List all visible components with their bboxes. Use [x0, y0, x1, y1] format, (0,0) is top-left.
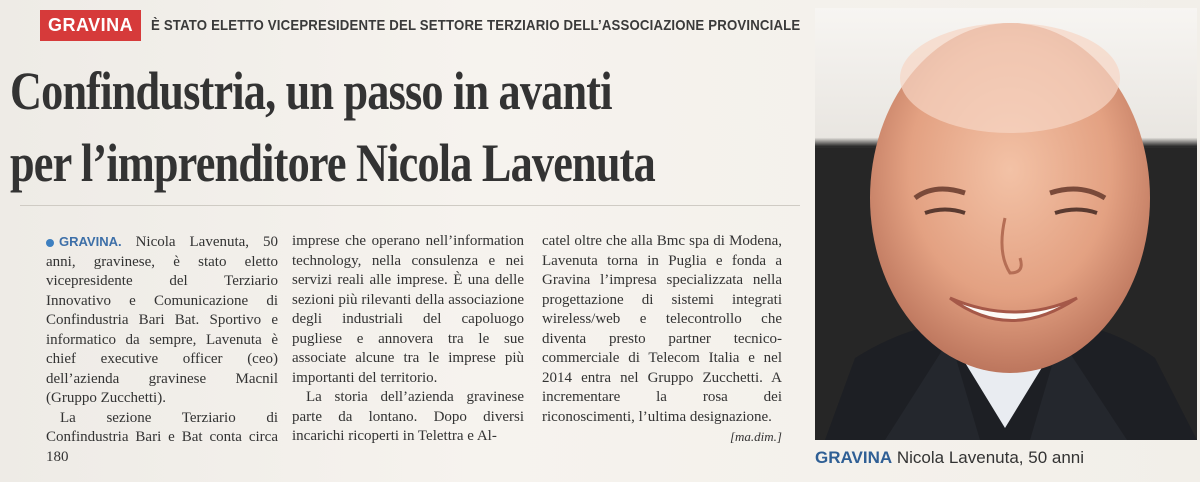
location-tag: GRAVINA	[40, 10, 141, 41]
kicker	[40, 10, 889, 40]
paragraph: imprese che operano nell’information technology, nella consulenza e nei servizi reali alle imprese. È una delle sezioni più rilevanti della associazione degli industriali del capoluogo pugliese e annovera tra le sue associate alcune tra le imprese più importanti del territorio.	[292, 233, 524, 386]
paragraph: La sezione Terziario di Confindustria Bari e Bat conta circa 180	[46, 409, 278, 465]
article-column-1	[46, 232, 278, 467]
caption-text: Nicola Lavenuta, 50 anni	[896, 448, 1085, 467]
caption-lead: GRAVINA	[815, 448, 893, 467]
paragraph	[46, 232, 278, 409]
photo-caption	[815, 448, 1197, 468]
author-signature: [ma.dim.]	[729, 429, 782, 444]
divider	[20, 205, 800, 206]
dateline: GRAVINA.	[59, 234, 122, 249]
paragraph: catel oltre che alla Bmc spa di Modena, Lavenuta torna in Puglia e fonda a Gravina l’impresa specializzata nella progettazione di sistemi integrati wireless/web e telecontrollo che diventa presto partner tecnico-commerciale di Telecom Italia e nel 2014 entra nel Gruppo Zucchetti. A incrementare la rosa dei riconoscimenti, l’ultima designazione.	[542, 233, 782, 425]
headline-line-2: per l’imprenditore Nicola Lavenuta	[10, 133, 655, 193]
headline	[10, 55, 666, 199]
portrait-image	[815, 8, 1197, 440]
portrait-photo	[815, 8, 1197, 440]
headline-line-1: Confindustria, un passo in avanti	[10, 61, 612, 121]
article-column-2	[292, 232, 524, 447]
article-column-3	[542, 232, 782, 447]
paragraph: La storia dell’azienda gravinese parte da lontano. Dopo diversi incarichi ricoperti in Telettra e Al-	[292, 389, 524, 444]
paragraph-text: Nicola Lavenuta, 50 anni, gravinese, è stato eletto vicepresidente del Terziario Innovativo e Comunicazione di Confindustria Bari Bat. Sportivo e informatico da sempre, Lavenuta è chief executive officer (ceo) dell’azienda gravinese Macnil (Gruppo Zucchetti).	[46, 234, 278, 406]
kicker-text: È STATO ELETTO VICEPRESIDENTE DEL SETTORE TERZIARIO DELL’ASSOCIAZIONE PROVINCIALE	[151, 16, 801, 34]
bullet-icon	[46, 239, 54, 247]
